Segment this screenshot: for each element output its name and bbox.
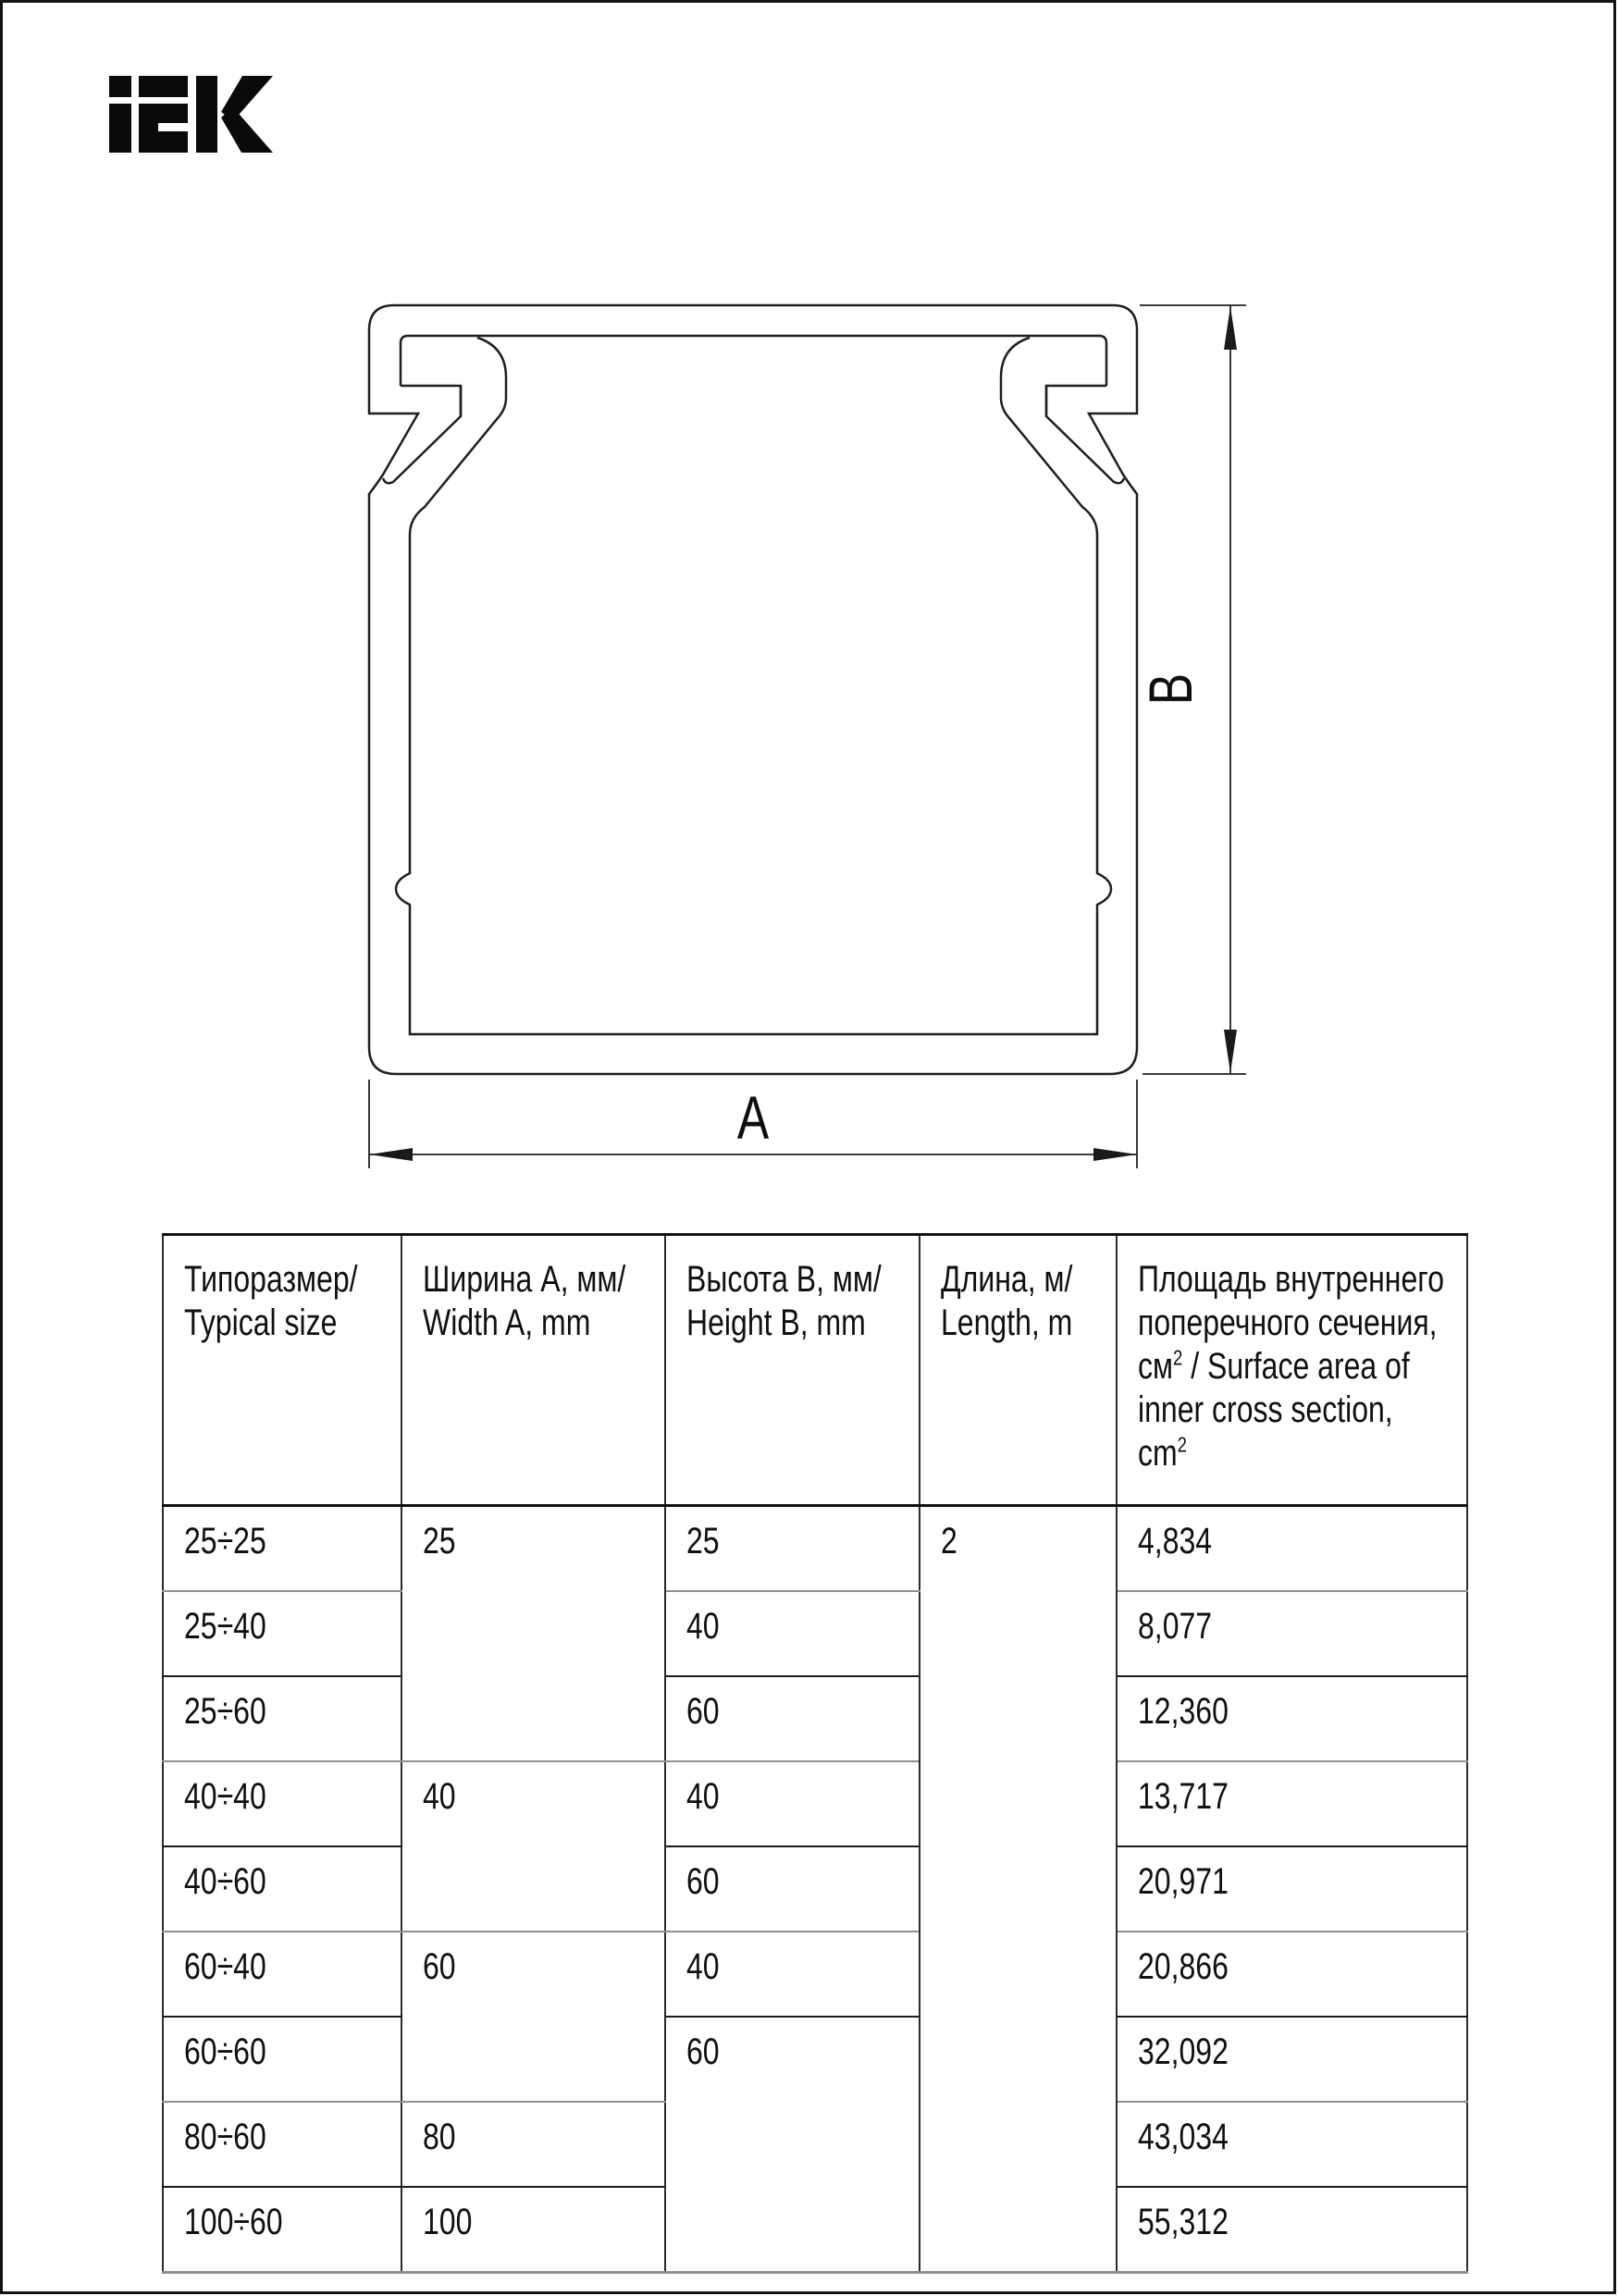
trunking-profile-outline xyxy=(369,305,1137,1074)
cell-size: 60÷40 xyxy=(163,1932,401,2017)
cell-height: 60 xyxy=(665,1676,920,1761)
arrowhead-left-icon xyxy=(369,1148,413,1161)
cell-size: 60÷60 xyxy=(163,2017,401,2102)
cell-height: 60 xyxy=(665,2017,920,2273)
arrowhead-right-icon xyxy=(1093,1148,1137,1161)
cell-height: 25 xyxy=(665,1506,920,1592)
dimension-label-B: B xyxy=(1135,673,1205,706)
cell-size: 25÷60 xyxy=(163,1676,401,1761)
cell-width: 60 xyxy=(401,1932,665,2102)
cell-length: 2 xyxy=(920,1506,1117,2273)
cell-size: 40÷60 xyxy=(163,1846,401,1932)
header-height: Высота В, мм/ Height B, mm xyxy=(665,1235,920,1506)
table-row xyxy=(163,1846,1467,1932)
cell-height: 40 xyxy=(665,1591,920,1676)
cell-size: 100÷60 xyxy=(163,2187,401,2273)
table-row xyxy=(163,1761,1467,1846)
cell-size: 25÷40 xyxy=(163,1591,401,1676)
cell-size: 25÷25 xyxy=(163,1506,401,1592)
header-width: Ширина А, мм/ Width A, mm xyxy=(401,1235,665,1506)
cell-width: 25 xyxy=(401,1506,665,1762)
cell-size: 40÷40 xyxy=(163,1761,401,1846)
cell-area: 20,971 xyxy=(1117,1846,1467,1932)
cell-area: 55,312 xyxy=(1117,2187,1467,2273)
arrowhead-up-icon xyxy=(1224,306,1237,350)
cell-area: 43,034 xyxy=(1117,2102,1467,2187)
arrowhead-down-icon xyxy=(1224,1030,1237,1073)
cell-height: 40 xyxy=(665,1761,920,1846)
header-row xyxy=(163,1235,1467,1506)
cell-width: 100 xyxy=(401,2187,665,2273)
cell-width: 40 xyxy=(401,1761,665,1932)
cell-height: 40 xyxy=(665,1932,920,2017)
table-row xyxy=(163,2017,1467,2102)
cell-height: 60 xyxy=(665,1846,920,1932)
cell-area: 4,834 xyxy=(1117,1506,1467,1592)
header-typical-size: Типоразмер/ Typical size xyxy=(163,1235,401,1506)
header-length: Длина, м/ Length, m xyxy=(920,1235,1117,1506)
table-row xyxy=(163,1932,1467,2017)
table-row xyxy=(163,1506,1467,1592)
table-row xyxy=(163,1591,1467,1676)
size-spec-table xyxy=(162,1233,1468,2274)
cell-area: 20,866 xyxy=(1117,1932,1467,2017)
cell-size: 80÷60 xyxy=(163,2102,401,2187)
dimension-label-A: A xyxy=(736,1082,770,1153)
cell-area: 13,717 xyxy=(1117,1761,1467,1846)
table-row xyxy=(163,1676,1467,1761)
header-area: Площадь внутреннего поперечного сечения, $см^2$ / Surface area of inner cross section, $cm^2$ xyxy=(1117,1235,1467,1506)
cell-area: 32,092 xyxy=(1117,2017,1467,2102)
cell-area: 8,077 xyxy=(1117,1591,1467,1676)
cell-width: 80 xyxy=(401,2102,665,2187)
cell-area: 12,360 xyxy=(1117,1676,1467,1761)
